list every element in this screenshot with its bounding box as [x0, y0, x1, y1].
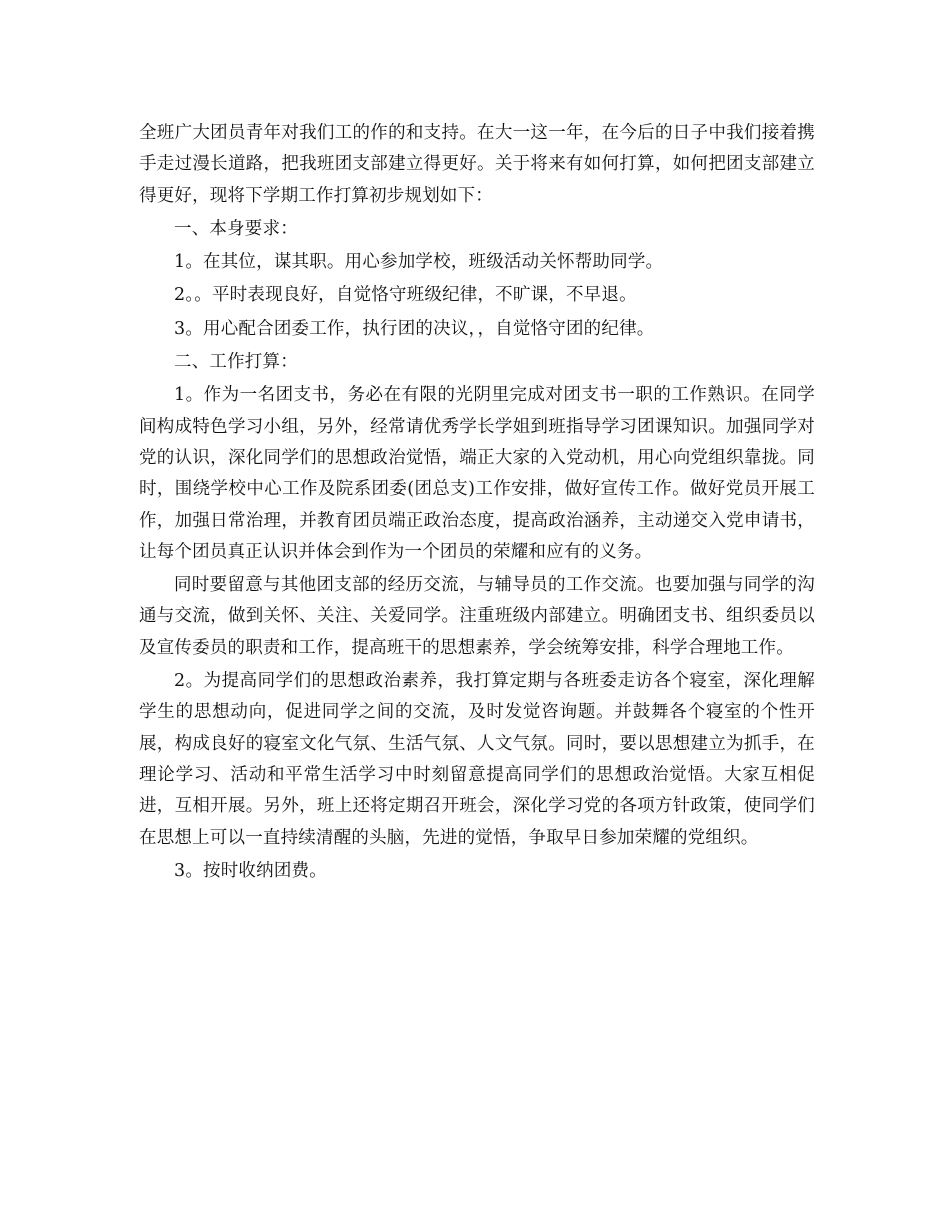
heading-work-plan: 二、工作打算：: [174, 352, 298, 373]
list-item-plan-3: 3。按时收纳团费。: [174, 860, 327, 881]
heading-self-requirements: 一、本身要求：: [174, 218, 298, 239]
list-item-plan-1: 1。作为一名团支书，务必在有限的光阴里完成对团支书一职的工作熟识。在同学间构成特色学习小组，另外，经常请优秀学长学姐到班指导学习团课知识。加强同学对党的认识，深化同学们的思想政治觉悟，端正大家的入党动机，用心向党组织靠拢。同时，围绕学校中心工作及院系团委(团总支)工作安排，做好宣传工作。做好党员开展工作，加强日常治理，并教育团员端正政治态度，提高政治涵养，主动递交入党申请书，让每个团员真正认识并体会到作为一个团员的荣耀和应有的义务。: [139, 385, 815, 562]
paragraph-intro: 全班广大团员青年对我们工的作的和支持。在大一这一年，在今后的日子中我们接着携手走过漫长道路，把我班团支部建立得更好。关于将来有如何打算，如何把团支部建立得更好，现将下学期工作打算初步规划如下：: [139, 123, 815, 206]
document-page: [139, 118, 815, 887]
list-item-requirement-2: 2。。平时表现良好，自觉恪守班级纪律，不旷课，不早退。: [174, 285, 637, 306]
paragraph-plan-1-continued: 同时要留意与其他团支部的经历交流，与辅导员的工作交流。也要加强与同学的沟通与交流，做到关怀、关注、关爱同学。注重班级内部建立。明确团支书、组织委员以及宣传委员的职责和工作，提高班干的思想素养，学会统筹安排，科学合理地工作。: [139, 575, 815, 658]
list-item-requirement-1: 1。在其位，谋其职。用心参加学校，班级活动关怀帮助同学。: [174, 252, 664, 273]
list-item-requirement-3: 3。用心配合团委工作，执行团的决议，，自觉恪守团的纪律。: [174, 318, 655, 339]
list-item-plan-2: 2。为提高同学们的思想政治素养，我打算定期与各班委走访各个寝室，深化理解学生的思想动向，促进同学之间的交流，及时发觉咨询题。并鼓舞各个寝室的个性开展，构成良好的寝室文化气氛、生活气氛、人文气氛。同时，要以思想建立为抓手，在理论学习、活动和平常生活学习中时刻留意提高同学们的思想政治觉悟。大家互相促进，互相开展。另外，班上还将定期召开班会，深化学习党的各项方针政策，使同学们在思想上可以一直持续清醒的头脑，先进的觉悟，争取早日参加荣耀的党组织。: [139, 671, 815, 848]
